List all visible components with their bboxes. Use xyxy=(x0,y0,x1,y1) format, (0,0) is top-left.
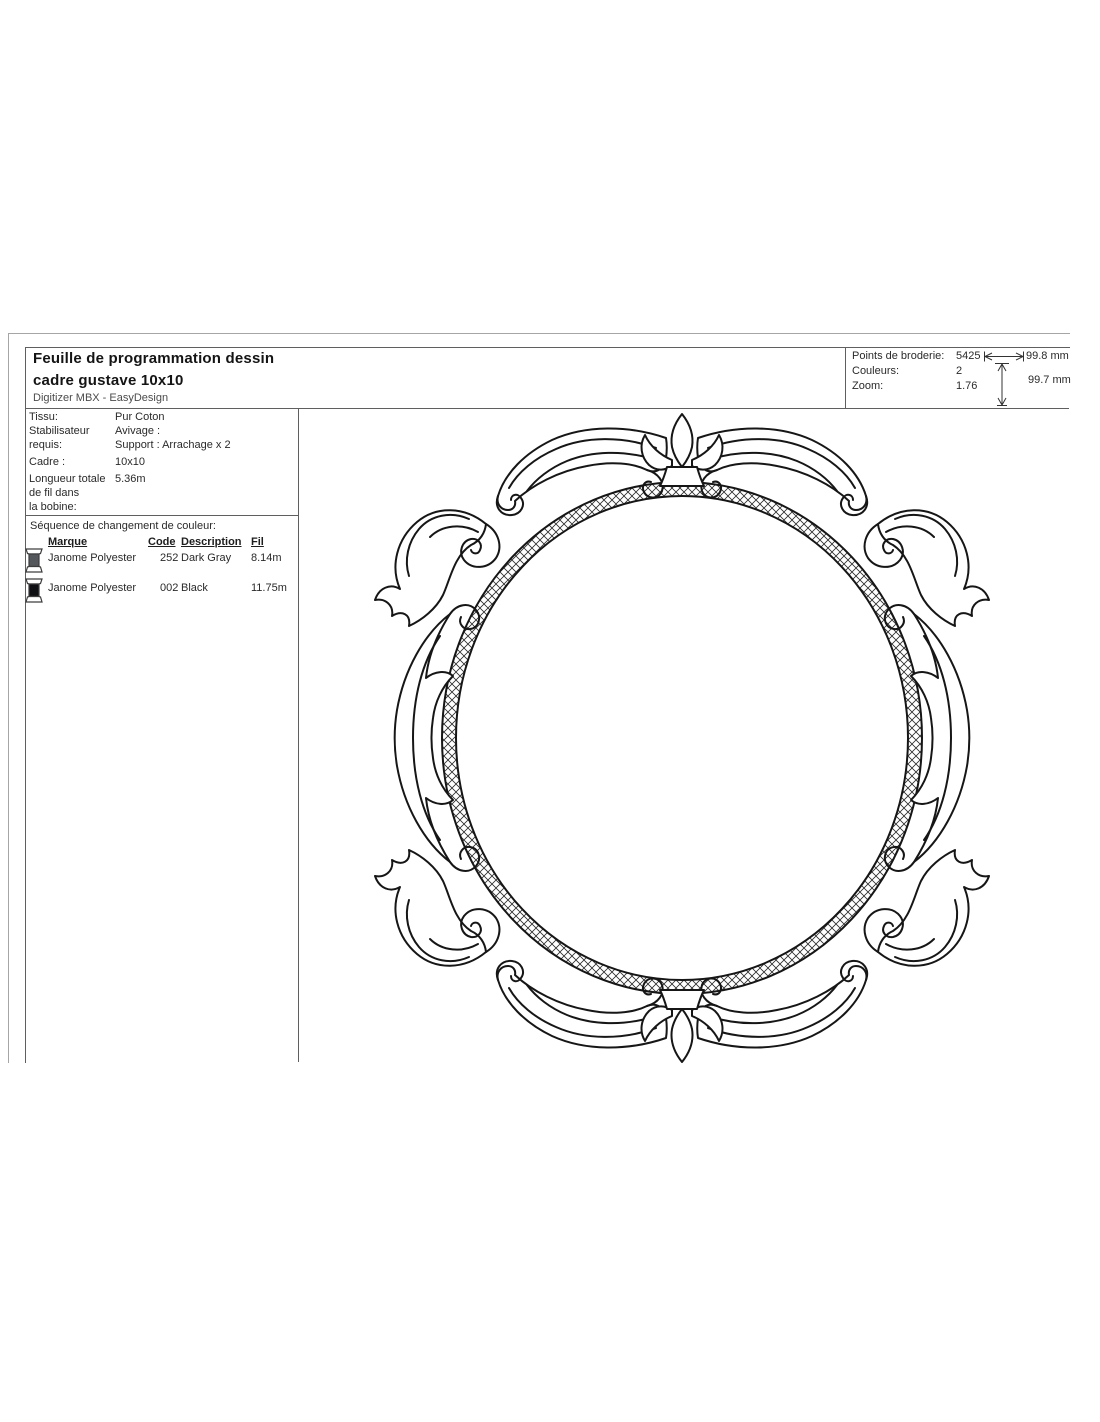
thread-spool-icon xyxy=(25,578,43,603)
design-height-value: 99.7 mm xyxy=(1028,374,1071,386)
thread-length: 11.75m xyxy=(251,582,287,594)
software-name: Digitizer MBX - EasyDesign xyxy=(33,392,169,404)
design-width-value: 99.8 mm xyxy=(1026,350,1069,362)
cadre-value: 10x10 xyxy=(115,456,145,468)
height-dimension-arrow-icon xyxy=(994,362,1010,407)
thread-description: Dark Gray xyxy=(181,552,232,564)
thread-code: 252 xyxy=(160,552,179,564)
thread-color-swatch xyxy=(29,584,39,597)
col-header-description: Description xyxy=(181,536,242,548)
crest-finial xyxy=(671,414,692,467)
color-sequence-heading: Séquence de changement de couleur: xyxy=(30,520,216,532)
stitches-label: Points de broderie: xyxy=(852,350,945,362)
crest-ornament xyxy=(497,414,867,515)
longueur-label-3: la bobine: xyxy=(29,501,77,513)
frame-lattice-band xyxy=(442,482,922,994)
longueur-label-2: de fil dans xyxy=(29,487,80,499)
stats-panel xyxy=(845,347,1070,408)
longueur-label: Longueur totale xyxy=(29,473,106,485)
stabilisateur-label: Stabilisateur xyxy=(29,425,90,437)
sidebar-border xyxy=(298,408,299,1062)
thread-length: 8.14m xyxy=(251,552,282,564)
page-title: Feuille de programmation dessin xyxy=(33,350,275,367)
col-header-fil: Fil xyxy=(251,536,264,548)
zoom-value: 1.76 xyxy=(956,380,978,392)
width-dimension-arrow-icon xyxy=(983,351,1025,362)
tissu-label: Tissu: xyxy=(29,411,58,423)
thread-description: Black xyxy=(181,582,208,594)
stitches-value: 5425 xyxy=(956,350,981,362)
zoom-label: Zoom: xyxy=(852,380,884,392)
frame-inner-ring xyxy=(456,496,908,980)
cadre-label: Cadre : xyxy=(29,456,66,468)
thread-code: 002 xyxy=(160,582,179,594)
longueur-value: 5.36m xyxy=(115,473,146,485)
embroidery-design-preview xyxy=(352,408,1012,1068)
thread-marque: Janome Polyester xyxy=(48,552,137,564)
stabilisateur-value-2: Support : Arrachage x 2 xyxy=(115,439,231,451)
sidebar-divider xyxy=(25,515,299,516)
thread-spool-icon xyxy=(25,548,43,573)
stabilisateur-value: Avivage : xyxy=(115,425,161,437)
tissu-value: Pur Coton xyxy=(115,411,165,423)
colors-value: 2 xyxy=(956,365,963,377)
thread-color-swatch xyxy=(29,554,39,567)
thread-marque: Janome Polyester xyxy=(48,582,137,594)
col-header-code: Code xyxy=(148,536,176,548)
design-name: cadre gustave 10x10 xyxy=(33,372,184,389)
colors-label: Couleurs: xyxy=(852,365,900,377)
col-header-marque: Marque xyxy=(48,536,88,548)
stabilisateur-label-2: requis: xyxy=(29,439,63,451)
crest-plinth xyxy=(660,467,704,486)
